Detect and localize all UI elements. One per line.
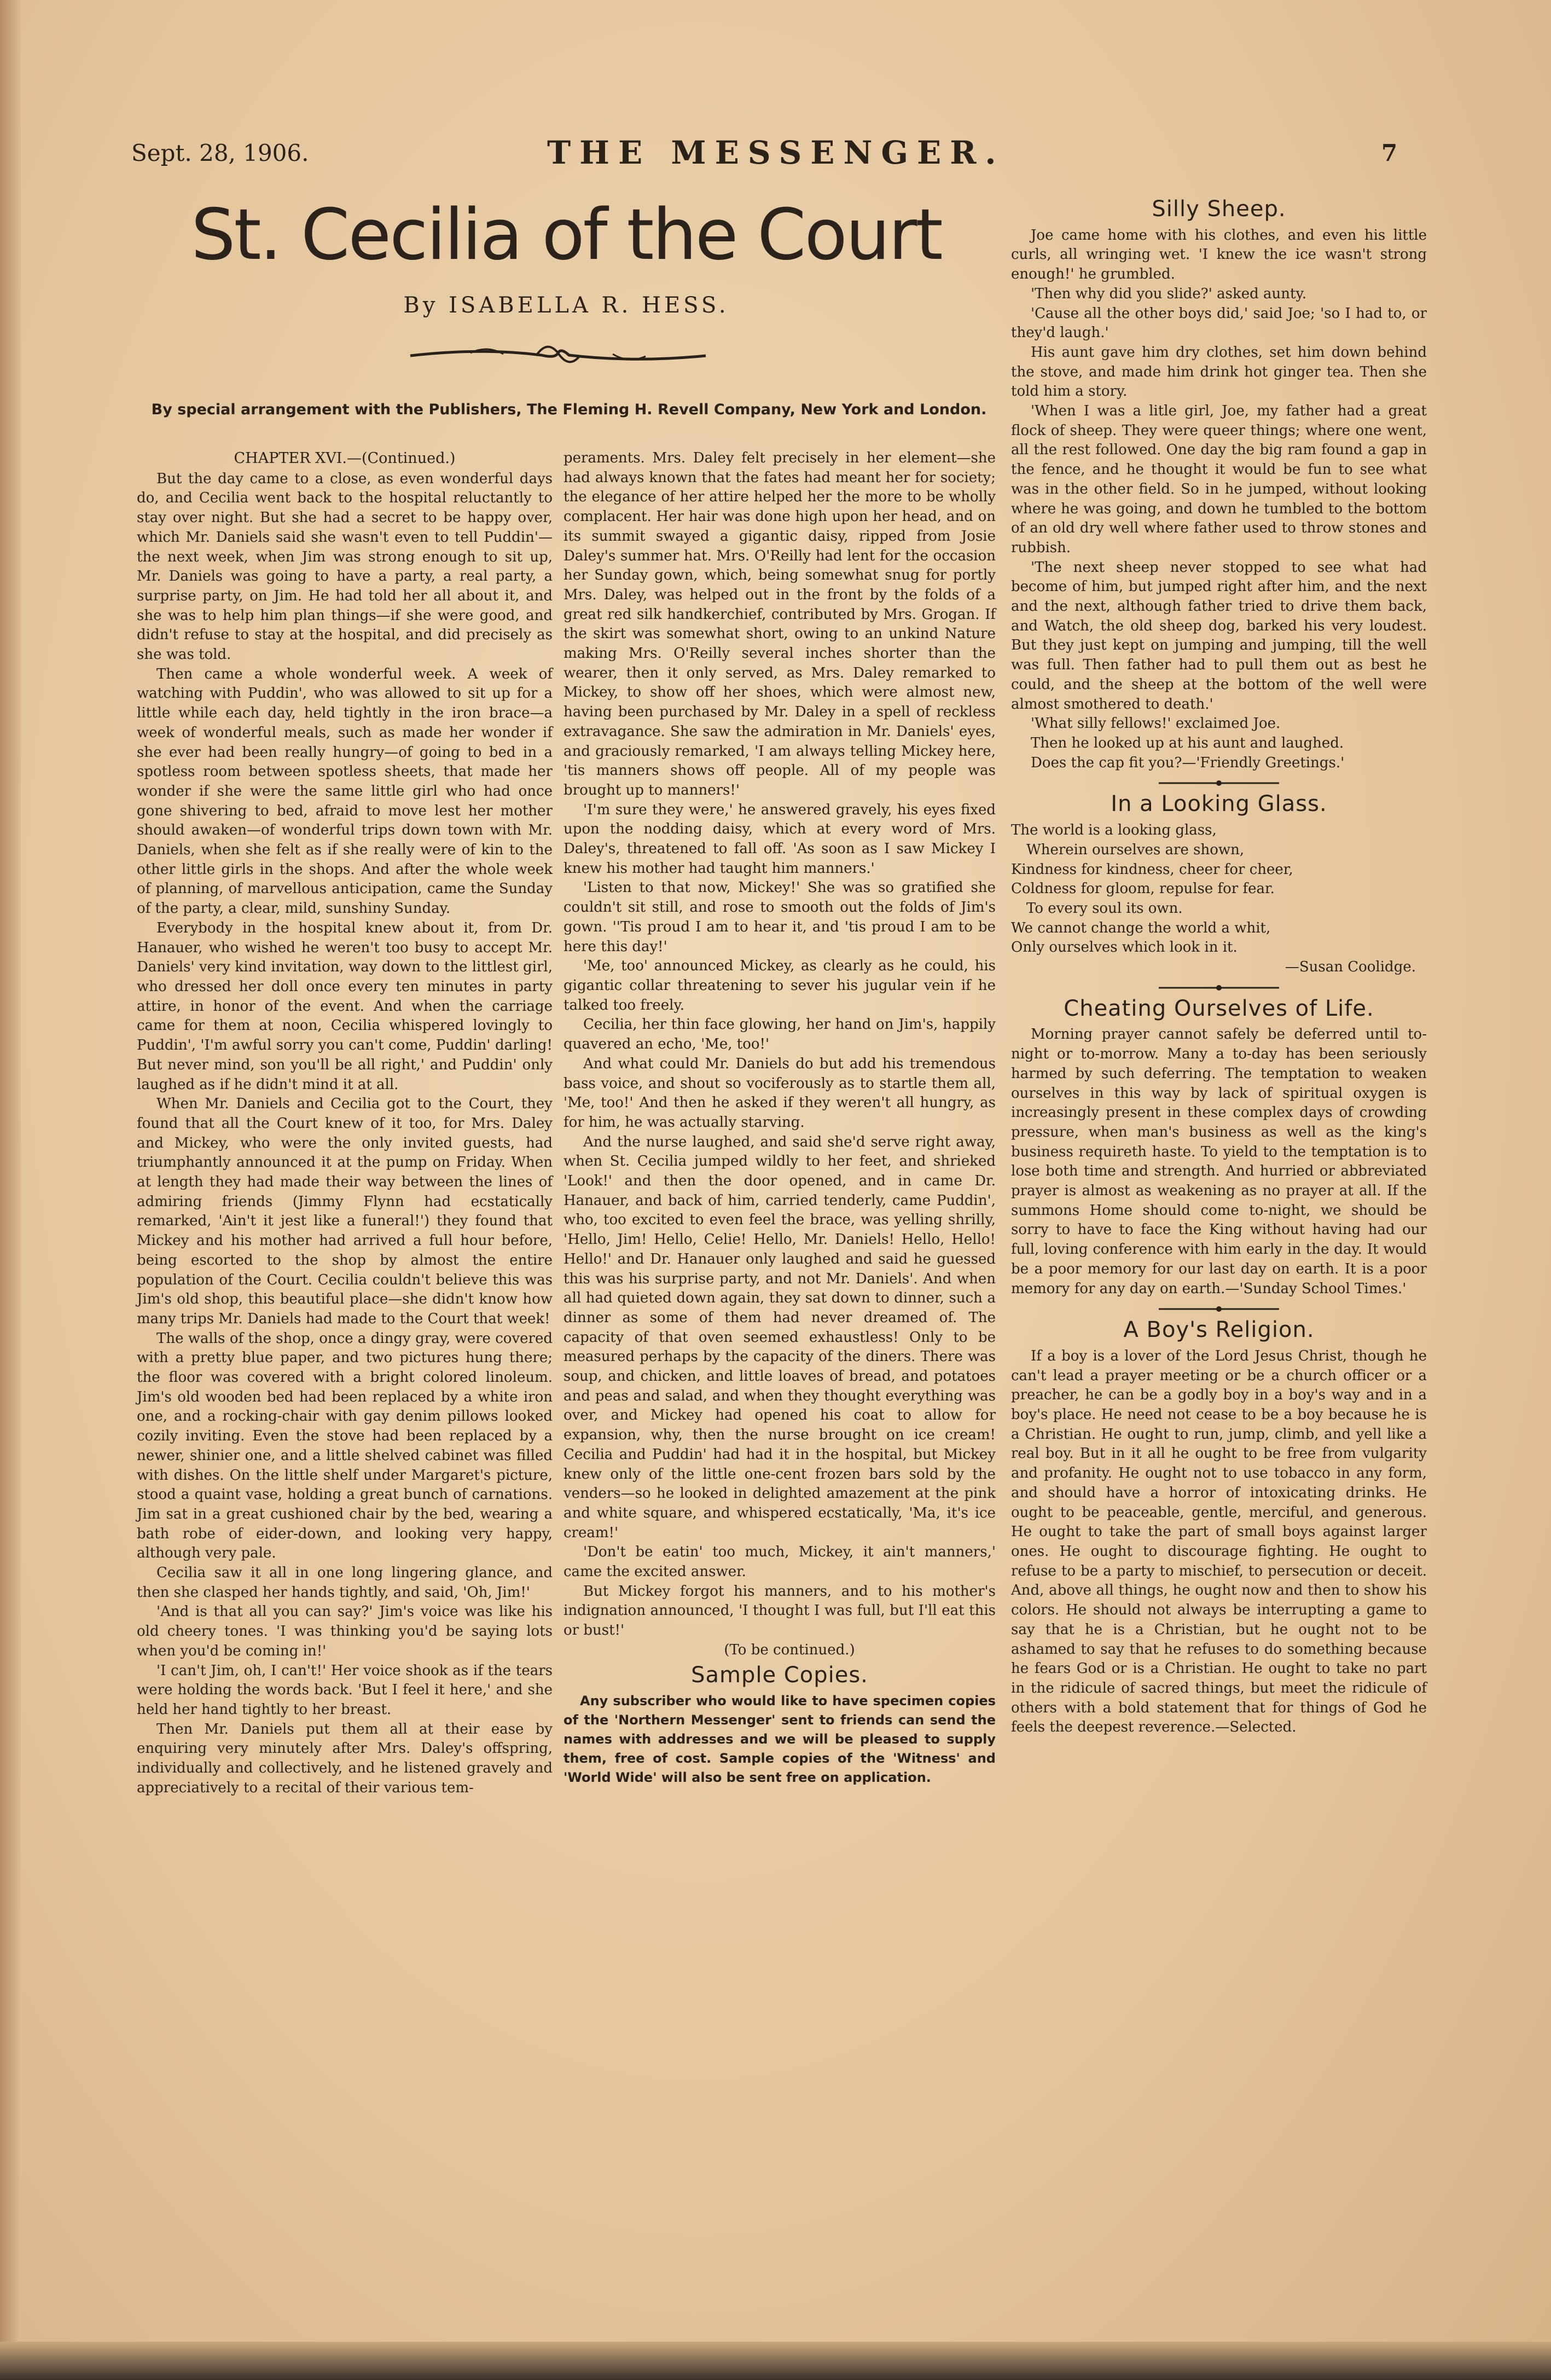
looking-glass-heading: In a Looking Glass. [1111, 791, 1327, 817]
to-be-continued: (To be continued.) [724, 1641, 855, 1658]
story-paragraph: Everybody in the hospital knew about it, from Dr. Hanauer, who wished he weren't too busy to accept Mr. Daniels' very kind invitation, way down to the littlest girl, who dressed her doll once every ten minutes in party attire, in honor of the event. And when the carriage came for them at noon, Cecilia whispered lovingly to Puddin', 'I'm awful sorry you can't come, Puddin' darling! But never mind, son you'll be all right,' and Puddin' only laughed as if he didn't mind it at all. [137, 919, 553, 1093]
poem-line: We cannot change the world a whit, [1011, 919, 1271, 936]
sample-copies-notice [564, 1692, 996, 1787]
header-title: THE MESSENGER. [547, 134, 1005, 171]
silly-sheep-paragraph: 'Then why did you slide?' asked aunty. [1031, 285, 1306, 302]
cheating-heading: Cheating Ourselves of Life. [1064, 995, 1374, 1021]
story-paragraph: Then came a whole wonderful week. A week of watching with Puddin', who was allowed to sit up for a little while each day, held tightly in the iron brace—a week of wonderful meals, such as made her wonder if she ever had been really hungry—of going to bed in a spotless room between spotless sheets, that made her wonder if she were the same little girl who had once gone shivering to bed, afraid to move lest her mother should awaken—of wonderful trips down town with Mr. Daniels, when she felt as if she really were of kin to the other little girls in the shops. And after the whole week of planning, of marvellous anticipation, came the Sunday of the party, a clear, mild, sunshiny Sunday. [137, 665, 553, 917]
publisher-arrangement-note: By special arrangement with the Publishers, The Fleming H. Revell Company, New York and London. [151, 401, 987, 418]
story-paragraph: 'Listen to that now, Mickey!' She was so gratified she couldn't sit still, and rose to smooth out the folds of Jim's gown. ''Tis proud I am to hear it, and 'tis proud I am to be here this day!' [564, 879, 996, 955]
section-divider-icon [1159, 779, 1279, 787]
side-column [1011, 196, 1427, 1738]
story-paragraph: 'I'm sure they were,' he answered gravely, his eyes fixed upon the nodding daisy, which at every word of Mrs. Daley's, threatened to fall off. 'As soon as I saw Mickey I knew his mother had taught him manners.' [564, 801, 996, 877]
decorative-ornament-icon [405, 337, 711, 375]
story-paragraph: 'And is that all you can say?' Jim's voice was like his old cheery tones. 'I was thinking you'd be saying lots when you'd be coming in!' [137, 1603, 553, 1659]
poem-line: Kindness for kindness, cheer for cheer, [1011, 861, 1293, 878]
story-byline: By ISABELLA R. HESS. [403, 293, 729, 318]
section-divider-icon [1159, 1305, 1279, 1313]
story-column-2 [564, 449, 996, 1787]
story-paragraph: But the day came to a close, as even wonderful days do, and Cecilia went back to the hospital reluctantly to stay over night. But she had a secret to be happy over, which Mr. Daniels said she wasn't even to tell Puddin'—the next week, when Jim was strong enough to sit up, Mr. Daniels was going to have a party, a real party, a surprise party, on Jim. He had told her all about it, and she was to help him plan things—if she were good, and didn't refuse to stay at the hospital, and did precisely as she was told. [137, 470, 553, 663]
story-paragraph: When Mr. Daniels and Cecilia got to the Court, they found that all the Court knew of it too, for Mrs. Daley and Mickey, who were the only invited guests, had triumphantly announced it at the pump on Friday. When at length they had made their way between the lines of admiring friends (Jimmy Flynn had ecstatically remarked, 'Ain't it jest like a funeral!') they found that Mickey and his mother had arrived a full hour before, being escorted to the shop by almost the entire population of the Court. Cecilia couldn't believe this was Jim's old shop, this beautiful place—she didn't know how many trips Mr. Daniels had made to the Court that week! [137, 1096, 553, 1327]
page-edge-bottom [0, 2342, 1551, 2380]
section-divider-icon [1159, 984, 1279, 992]
header-date: Sept. 28, 1906. [131, 140, 309, 166]
poem-line: Only ourselves which look in it. [1011, 939, 1238, 956]
sample-copies-text: Any subscriber who would like to have specimen copies of the 'Northern Messenger' sent to friends can send the names with addresses and we will be pleased to supply them, free of cost. Sample copies of the 'Witness' and 'World Wide' will also be sent free on application. [564, 1693, 996, 1786]
poem-line: To every soul its own. [1026, 900, 1183, 917]
chapter-heading: CHAPTER XVI.—(Continued.) [234, 450, 456, 467]
story-column-1 [137, 449, 553, 1798]
story-paragraph: And the nurse laughed, and said she'd serve right away, when St. Cecilia jumped wildly to her feet, and shrieked 'Look!' and then the door opened, and in came Dr. Hanauer, and back of him, carried tenderly, came Puddin', who, too excited to even feel the brace, was yelling shrilly, 'Hello, Jim! Hello, Celie! Hello, Mr. Daniels! Hello, Hello! Hello!' and Dr. Hanauer only laughed and said he guessed this was his surprise party, and not Mr. Daniels'. And when all had quieted down again, they sat down to dinner, such a dinner as some of them had never dreamed of. The capacity of that oven seemed exhaustless! Only to be measured perhaps by the capacity of the diners. There was soup, and chicken, and little loaves of bread, and potatoes and peas and salad, and when they thought everything was over, and Mickey had opened his coat to allow for expansion, why, then the nurse brought on ice cream! Cecilia and Puddin' had had it in the hospital, but Mickey knew only of the little one-cent frozen bars sold by the venders—so he looked in delighted amazement at the pink and white square, and whispered ecstatically, 'Ma, it's ice cream!' [564, 1133, 996, 1541]
boys-religion-heading: A Boy's Religion. [1123, 1317, 1315, 1343]
silly-sheep-paragraph: 'When I was a litle girl, Joe, my father had a great flock of sheep. They were queer things; where one went, all the rest followed. One day the big ram found a gap in the fence, and he thought it would be fun to see what was in the other field. So in he jumped, without looking where he was going, and down he tumbled to the bottom of an old dry well where father used to throw stones and rubbish. [1011, 403, 1427, 556]
story-paragraph: peraments. Mrs. Daley felt precisely in her element—she had always known that the fates had meant her for society; the elegance of her attire helped her the more to be wholly complacent. Her hair was done high upon her head, and on its summit swayed a gigantic daisy, ripped from Josie Daley's summer hat. Mrs. O'Reilly had lent for the occasion her Sunday gown, which, being somewhat snug for portly Mrs. Daley, was helped out in the front by the folds of a great red silk handkerchief, contributed by Mrs. Grogan. If the skirt was somewhat short, owing to an unkind Nature making Mrs. O'Reilly several inches shorter than the wearer, then it only served, as Mrs. Daley remarked to Mickey, to show off her shoes, which were almost new, having been purchased by Mr. Daley in a spell of reckless extravagance. She saw the admiration in Mr. Daniels' eyes, and graciously remarked, 'I am always telling Mickey here, 'tis manners shows off people. All of my people was brought up to manners!' [564, 450, 996, 798]
header-page-number: 7 [1381, 140, 1398, 166]
page-edge-left [0, 0, 21, 2380]
poem-attribution: —Susan Coolidge. [1285, 959, 1416, 976]
story-paragraph: The walls of the shop, once a dingy gray, were covered with a pretty blue paper, and two pictures hung there; the floor was covered with a bright colored linoleum. Jim's old wooden bed had been replaced by a white iron one, and a rocking-chair with gay denim pillows looked cozily inviting. Even the stove had been replaced by a newer, shinier one, and a little shelved cabinet was filled with dishes. On the little shelf under Margaret's picture, stood a quaint vase, holding a great bunch of carnations. Jim sat in a great cushioned chair by the bed, wearing a bath robe of eider-down, and looking very happy, although very pale. [137, 1330, 553, 1562]
story-paragraph: But Mickey forgot his manners, and to his mother's indignation announced, 'I thought I was full, but I'll eat this or bust!' [564, 1583, 996, 1639]
story-paragraph: 'Don't be eatin' too much, Mickey, it ain't manners,' came the excited answer. [564, 1544, 996, 1580]
story-paragraph: 'I can't Jim, oh, I can't!' Her voice shook as if the tears were holding the words back. 'But I feel it here,' and she held her hand tightly to her breast. [137, 1662, 553, 1718]
story-paragraph: 'Me, too' announced Mickey, as clearly as he could, his gigantic collar threatening to sever his jugular vein if he talked too freely. [564, 958, 996, 1014]
poem-line: The world is a looking glass, [1011, 822, 1217, 839]
boys-religion-text: If a boy is a lover of the Lord Jesus Christ, though he can't lead a prayer meeting or be a church officer or a preacher, he can be a godly boy in a boy's way and in a boy's place. He need not cease to be a boy because he is a Christian. He ought to run, jump, climb, and yell like a real boy. But in it all he ought to be free from vulgarity and profanity. He ought not to use tobacco in any form, and should have a horror of intoxicating drinks. He ought to be peaceable, gentle, merciful, and generous. He ought to take the part of small boys against larger ones. He ought to discourage fighting. He ought to refuse to be a party to mischief, to persecution or deceit. And, above all things, he ought now and then to show his colors. He should not always be interrupting a game to say that he is a Christian, but he ought not to be ashamed to say that he refuses to do something because he fears God or is a Christian. He ought to take no part in the ridicule of sacred things, but meet the ridicule of others with a bold statement that for things of God he feels the deepest reverence.—Selected. [1011, 1347, 1427, 1736]
silly-sheep-paragraph: 'What silly fellows!' exclaimed Joe. [1031, 715, 1281, 732]
silly-sheep-paragraph: Joe came home with his clothes, and even his little curls, all wringing wet. 'I knew the ice wasn't strong enough!' he grumbled. [1011, 227, 1427, 283]
poem-line: Coldness for gloom, repulse for fear. [1011, 881, 1275, 897]
story-paragraph: Then Mr. Daniels put them all at their ease by enquiring very minutely after Mrs. Daley's offspring, individually and collectively, and he listened gravely and appreciatively to a recital of their various tem- [137, 1721, 553, 1796]
cheating-text: Morning prayer cannot safely be deferred until to-night or to-morrow. Many a to-day has been seriously harmed by such deferring. The temptation to weaken ourselves in this way by lack of spiritual oxygen is increasingly present in these complex days of crowding pressure, when man's business as well as the king's business requireth haste. To yield to the temptation is to lose both time and strength. And hurried or abbreviated prayer is almost as weakening as no prayer at all. If the summons Home should come to-night, we should be sorry to have to face the King without having had our full, loving conference with him early in the day. It would be a poor memory for our last day on earth. It is a poor memory for any day on earth.—'Sunday School Times.' [1011, 1026, 1427, 1297]
silly-sheep-paragraph: His aunt gave him dry clothes, set him down behind the stove, and made him drink hot ginger tea. Then she told him a story. [1011, 344, 1427, 400]
silly-sheep-paragraph: Does the cap fit you?—'Friendly Greetings.' [1031, 754, 1345, 771]
poem-line: Wherein ourselves are shown, [1026, 841, 1245, 858]
sample-copies-heading: Sample Copies. [691, 1662, 868, 1688]
story-paragraph: And what could Mr. Daniels do but add his tremendous bass voice, and shout so vociferously as to startle them all, 'Me, too!' And then he asked if they weren't all hungry, as for him, he was actually starving. [564, 1055, 996, 1131]
silly-sheep-paragraph: 'Cause all the other boys did,' said Joe; 'so I had to, or they'd laugh.' [1011, 305, 1427, 341]
story-paragraph: Cecilia saw it all in one long lingering glance, and then she clasped her hands tightly, and said, 'Oh, Jim!' [137, 1565, 553, 1601]
story-title: St. Cecilia of the Court [191, 194, 942, 276]
looking-glass-poem [1011, 821, 1427, 977]
silly-sheep-paragraph: 'The next sheep never stopped to see what had become of him, but jumped right after him, and the next and the next, although father tried to drive them back, and Watch, the old sheep dog, barked his very loudest. But they just kept on jumping and jumping, till the well was full. Then father had to pull them out as best he could, and the sheep at the bottom of the well were almost smothered to death.' [1011, 559, 1427, 713]
silly-sheep-paragraph: Then he looked up at his aunt and laughed. [1031, 734, 1344, 751]
story-paragraph: Cecilia, her thin face glowing, her hand on Jim's, happily quavered an echo, 'Me, too!' [564, 1016, 996, 1053]
silly-sheep-heading: Silly Sheep. [1152, 196, 1286, 222]
